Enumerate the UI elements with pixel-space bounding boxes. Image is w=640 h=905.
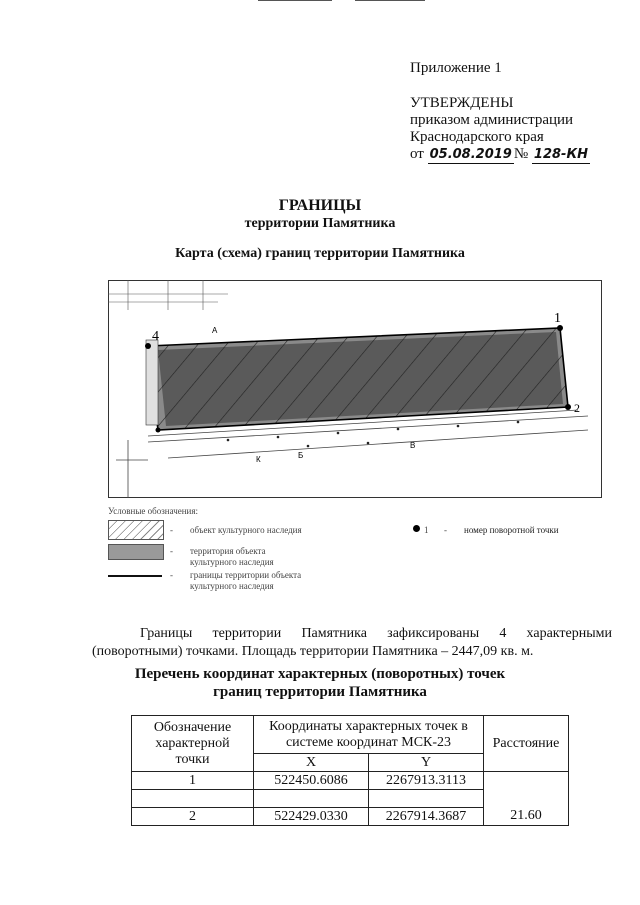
legend-dash-1: - (170, 525, 173, 535)
legend-boundary-line-1: границы территории объекта (190, 570, 302, 580)
map-label-a: А (212, 326, 218, 335)
legend-dash-3: - (170, 570, 173, 580)
legend-heading: Условные обозначения: (108, 506, 199, 516)
row-1-point: 1 (132, 772, 254, 790)
legend-territory-label (190, 546, 274, 568)
legend-boundary-line-2: культурного наследия (190, 581, 274, 591)
from-label: от (410, 146, 424, 162)
turn-point-2-marker (565, 404, 571, 410)
approved-line-3: Краснодарского края (410, 129, 544, 145)
handwritten-number: 128-КН (533, 147, 588, 162)
row-1-x: 522450.6086 (254, 772, 369, 790)
street-strip (146, 340, 158, 425)
description-paragraph (92, 625, 612, 661)
coordinates-list-title (0, 665, 640, 701)
legend-object-swatch (108, 520, 164, 540)
y-header: Y (369, 754, 484, 772)
approval-date-line (410, 146, 590, 164)
point-2-label: 2 (574, 401, 580, 415)
x-header: X (254, 754, 369, 772)
map-letter-v: В (410, 441, 416, 450)
map-title: Карта (схема) границ территории Памятника (175, 246, 465, 261)
map-letter-k: К (256, 455, 261, 464)
coordinates-table (131, 715, 569, 826)
legend-territory-line-1: территория объекта (190, 546, 266, 556)
row-1-distance-empty (484, 772, 569, 808)
list-title-line-2: границ территории Памятника (213, 684, 427, 700)
col-point-header (132, 716, 254, 772)
map-letter-b: Б (298, 451, 304, 460)
row-2-point: 2 (132, 808, 254, 826)
coord-header-line-1: Координаты характерных точек в (269, 718, 468, 734)
legend-boundary-swatch (108, 575, 162, 577)
point-1-label: 1 (554, 311, 561, 326)
legend-boundary-label (190, 570, 301, 592)
legend-object-label: объект культурного наследия (190, 525, 302, 535)
legend-territory-line-2: культурного наследия (190, 557, 274, 567)
legend-dash-2: - (170, 546, 173, 556)
top-rule-right (355, 0, 425, 1)
row-1-y: 2267913.3113 (369, 772, 484, 790)
document-title: ГРАНИЦЫ (278, 197, 362, 214)
table-row (132, 808, 569, 826)
point-4-label: 4 (152, 329, 159, 344)
legend-territory-swatch (108, 544, 164, 560)
col-point-header-line-3: точки (175, 751, 210, 767)
turn-point-4-marker (145, 343, 151, 349)
row-2-x: 522429.0330 (254, 808, 369, 826)
document-subtitle: территории Памятника (244, 216, 396, 231)
legend-dash-4: - (444, 525, 447, 535)
handwritten-date: 05.08.2019 (429, 147, 512, 162)
boundary-map (108, 280, 602, 498)
approval-block (410, 95, 590, 164)
col-point-header-line-2: характерной (155, 735, 230, 751)
coord-header-line-2: системе координат МСК-23 (285, 734, 452, 750)
map-legend (108, 506, 628, 616)
list-title-line-1: Перечень координат характерных (поворотных) точек (134, 666, 506, 682)
row-gap-point (132, 790, 254, 808)
approved-line-2: приказом администрации (410, 112, 574, 128)
number-label: № (513, 146, 529, 162)
top-rule-left (258, 0, 332, 1)
approved-line-1: УТВЕРЖДЕНЫ (410, 95, 514, 111)
legend-point-label: номер поворотной точки (464, 525, 559, 535)
legend-point-number: 1 (424, 525, 429, 535)
row-2-y: 2267914.3687 (369, 808, 484, 826)
table-row (132, 772, 569, 790)
paragraph-line-1: Границы территории Памятника зафиксированы 4 характерными (140, 626, 612, 641)
turn-point-3-marker (156, 428, 161, 433)
appendix-label: Приложение 1 (410, 60, 502, 76)
paragraph-line-2: (поворотными) точками. Площадь территории Памятника – 2447,09 кв. м. (92, 644, 534, 659)
segment-distance: 21.60 (484, 808, 569, 826)
row-gap-x (254, 790, 369, 808)
coord-group-header (254, 716, 484, 754)
legend-point-marker-icon (413, 525, 420, 532)
distance-header: Расстояние (484, 716, 569, 772)
row-gap-y (369, 790, 484, 808)
col-point-header-line-1: Обозначение (153, 719, 232, 735)
